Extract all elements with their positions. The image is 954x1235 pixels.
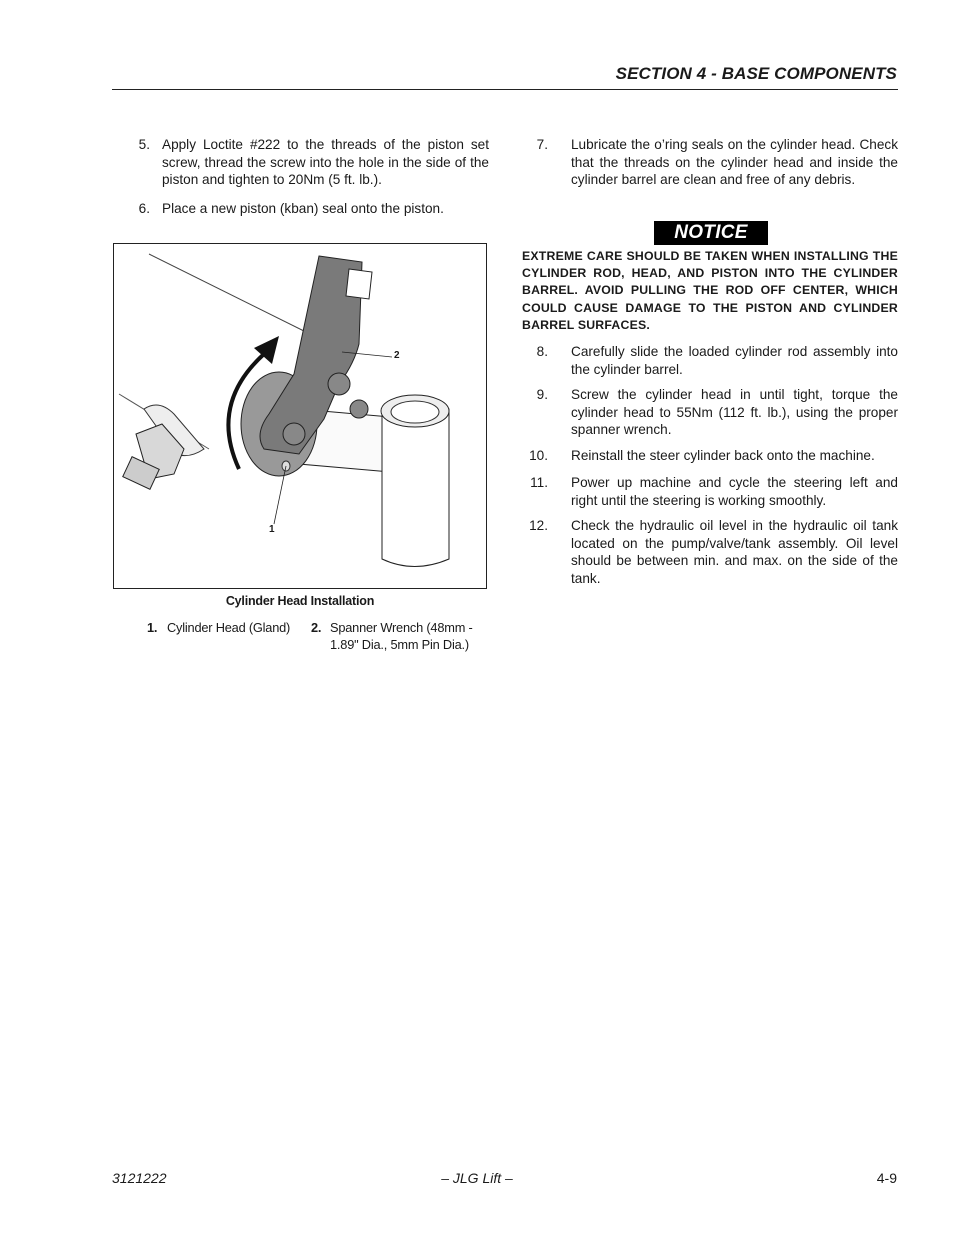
cylinder-head-illustration — [114, 244, 486, 588]
step-number: 5. — [138, 137, 150, 152]
step-text: Power up machine and cycle the steering left and right until the steering is working smoothly. — [571, 475, 898, 508]
footer-center: – JLG Lift – — [441, 1170, 513, 1186]
step-number: 8. — [536, 344, 548, 359]
legend-number: 1. — [147, 620, 158, 635]
step-text: Check the hydraulic oil level in the hydraulic oil tank located on the pump/valve/tank assembly. Oil level should be between min. and max. on the side of the tank. — [571, 518, 898, 586]
step-text: Reinstall the steer cylinder back onto the machine. — [571, 448, 875, 463]
step-number: 7. — [536, 137, 548, 152]
header-rule — [112, 89, 898, 90]
notice-badge: NOTICE — [654, 221, 768, 245]
footer-doc-number: 3121222 — [112, 1170, 167, 1186]
figure-illustration — [113, 243, 487, 589]
step-text: Lubricate the o’ring seals on the cylinder head. Check that the threads on the cylinder head and inside the cylinder barrel are clean and free of any debris. — [571, 137, 898, 187]
step-number: 12. — [529, 518, 548, 533]
figure-caption: Cylinder Head Installation — [225, 594, 375, 608]
step-text: Apply Loctite #222 to the threads of the piston set screw, thread the screw into the hole in the side of the piston and tighten to 20Nm (5 ft. lb.). — [162, 137, 489, 187]
step-text: Carefully slide the loaded cylinder rod assembly into the cylinder barrel. — [571, 344, 898, 377]
step-number: 9. — [536, 387, 548, 402]
step-text: Screw the cylinder head in until tight, torque the cylinder head to 55Nm (112 ft. lb.), using the proper spanner wrench. — [571, 387, 898, 437]
step-text: Place a new piston (kban) seal onto the piston. — [162, 201, 444, 216]
legend-number: 2. — [311, 620, 322, 635]
footer-page-number: 4-9 — [876, 1170, 897, 1186]
step-number: 6. — [138, 201, 150, 216]
legend-text: Cylinder Head (Gland) — [167, 620, 291, 635]
step-number: 11. — [530, 475, 548, 490]
legend-text: Spanner Wrench (48mm - 1.89" Dia., 5mm Pin Dia.) — [330, 620, 473, 652]
notice-text: EXTREME CARE SHOULD BE TAKEN WHEN INSTALLING THE CYLINDER ROD, HEAD, AND PISTON INTO THE CYLINDER BARREL. AVOID PULLING THE ROD OFF CENTER, WHICH COULD CAUSE DAMAGE TO THE PISTON AND CYLINDER BARREL SURFACES. — [522, 249, 898, 332]
callout-2: 2 — [394, 350, 400, 361]
step-number: 10. — [529, 448, 548, 463]
callout-1: 1 — [269, 524, 275, 535]
page-header-title: SECTION 4 - BASE COMPONENTS — [615, 64, 897, 83]
